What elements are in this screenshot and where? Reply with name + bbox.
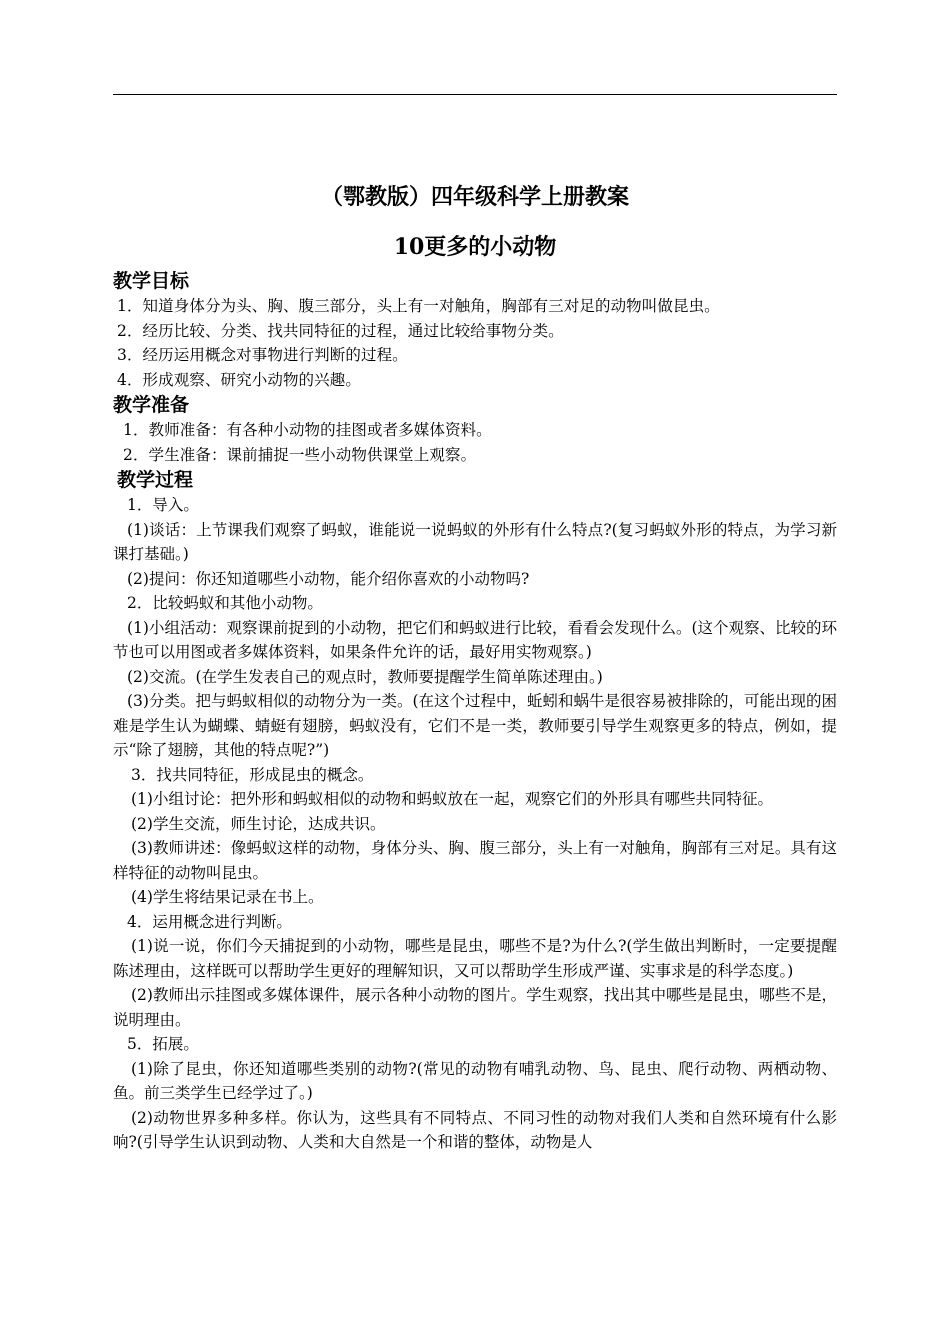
lesson-title: 10更多的小动物 [393,234,557,260]
process-paragraph: (2)教师出示挂图或多媒体课件，展示各种小动物的图片。学生观察，找出其中哪些是昆虫，哪些不是，说明理由。 [113,986,837,1029]
goal-item: 1．知道身体分为头、胸、腹三部分，头上有一对触角，胸部有三对足的动物叫做昆虫。 [117,297,720,315]
process-paragraph: (1)除了昆虫，你还知道哪些类别的动物?(常见的动物有哺乳动物、鸟、昆虫、爬行动物、两栖动物、鱼。前三类学生已经学过了。) [113,1059,837,1102]
process-paragraph: (1)小组活动：观察课前捉到的小动物，把它们和蚂蚁进行比较，看看会发现什么。(这个观察、比较的环节也可以用图或者多媒体资料，如果条件允许的话，最好用实物观察。) [113,618,838,661]
process-step: 5．拓展。 [127,1035,199,1053]
prep-section [113,392,837,467]
process-step: 3．找共同特征，形成昆虫的概念。 [131,765,374,784]
goals-section [113,268,837,392]
process-paragraph: (1)小组讨论：把外形和蚂蚁相似的动物和蚂蚁放在一起，观察它们的外形具有哪些共同特征。 [131,790,773,808]
process-paragraph: (2)交流。(在学生发表自己的观点时，教师要提醒学生简单陈述理由。) [127,667,603,686]
process-paragraph: (3)教师讲述：像蚂蚁这样的动物，身体分头、胸、腹三部分，头上有一对触角，胸部有三对足。具有这样特征的动物叫昆虫。 [113,839,837,882]
process-heading: 教学过程 [117,469,194,491]
prep-heading: 教学准备 [113,394,190,416]
process-paragraph: (1)说一说，你们今天捕捉到的小动物，哪些是昆虫，哪些不是?为什么?(学生做出判断时，一定要提醒陈述理由，这样既可以帮助学生更好的理解知识，又可以帮助学生形成严谨、实事求是的科学态度。) [113,937,837,980]
process-paragraph: (2)提问：你还知道哪些小动物，能介绍你喜欢的小动物吗? [127,569,530,588]
process-step: 1．导入。 [127,496,199,514]
process-section [113,467,837,1155]
process-paragraph: (2)学生交流，师生讨论，达成共识。 [131,814,386,833]
header-rule [113,94,837,95]
process-step: 4．运用概念进行判断。 [127,912,292,931]
process-step: 2．比较蚂蚁和其他小动物。 [127,594,323,612]
goals-heading: 教学目标 [113,270,190,292]
process-paragraph: (2)动物世界多种多样。你认为，这些具有不同特点、不同习性的动物对我们人类和自然环境有什么影响?(引导学生认识到动物、人类和大自然是一个和谐的整体，动物是人 [113,1108,837,1151]
goal-item: 3．经历运用概念对事物进行判断的过程。 [117,346,408,364]
process-paragraph: (1)谈话：上节课我们观察了蚂蚁，谁能说一说蚂蚁的外形有什么特点?(复习蚂蚁外形的特点，为学习新课打基础。) [113,520,837,563]
document-body [113,180,837,1155]
prep-item: 1．教师准备：有各种小动物的挂图或者多媒体资料。 [123,421,492,439]
prep-item: 2．学生准备：课前捕捉一些小动物供课堂上观察。 [123,445,477,464]
document-title: （鄂教版）四年级科学上册教案 [320,184,629,210]
goal-item: 2．经历比较、分类、找共同特征的过程，通过比较给事物分类。 [117,321,564,340]
goal-item: 4．形成观察、研究小动物的兴趣。 [117,370,361,389]
process-paragraph: (3)分类。把与蚂蚁相似的动物分为一类。(在这个过程中，蚯蚓和蜗牛是很容易被排除的，可能出现的困难是学生认为蝴蝶、蜻蜓有翅膀，蚂蚁没有，它们不是一类，教师要引导学生观察更多的特点，例如，提示“除了翅膀，其他的特点呢?”) [113,692,838,759]
process-paragraph: (4)学生将结果记录在书上。 [131,888,324,906]
